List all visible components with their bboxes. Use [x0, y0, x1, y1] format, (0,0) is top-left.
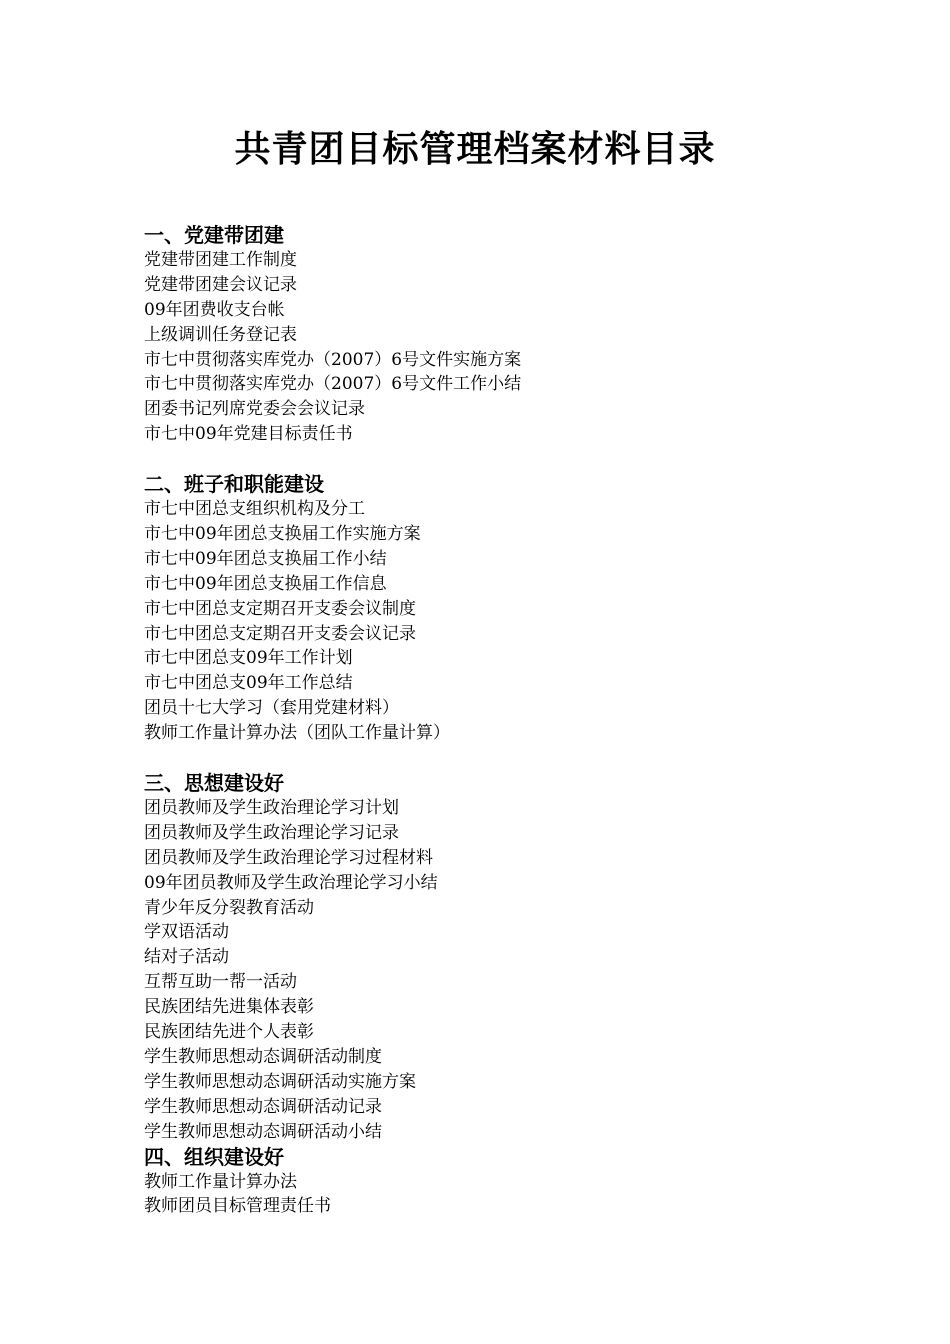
list-item: 09年团员教师及学生政治理论学习小结: [144, 872, 438, 893]
section-party-building: [144, 223, 844, 447]
list-item: 市七中团总支定期召开支委会议制度: [144, 598, 416, 619]
list-item: 学双语活动: [144, 922, 229, 943]
list-item: 市七中贯彻落实库党办（2007）6号文件工作小结: [144, 374, 522, 395]
list-item: 市七中团总支09年工作总结: [144, 673, 353, 694]
table-of-contents: [144, 223, 844, 1219]
list-item: 市七中09年团总支换届工作小结: [144, 548, 387, 569]
list-item: 党建带团建会议记录: [144, 274, 297, 295]
list-item: 市七中09年团总支换届工作信息: [144, 573, 387, 594]
list-item: 互帮互助一帮一活动: [144, 972, 297, 993]
list-item: 团员教师及学生政治理论学习过程材料: [144, 847, 433, 868]
list-item: 上级调训任务登记表: [144, 324, 297, 345]
list-item: 团员教师及学生政治理论学习记录: [144, 822, 399, 843]
list-item: 结对子活动: [144, 947, 229, 968]
list-item: 学生教师思想动态调研活动记录: [144, 1096, 382, 1117]
list-item: 市七中09年党建目标责任书: [144, 424, 353, 445]
list-item: 09年团费收支台帐: [144, 299, 285, 320]
section-heading: 四、组织建设好: [144, 1144, 284, 1169]
list-item: 团委书记列席党委会会议记录: [144, 399, 365, 420]
section-leadership-building: [144, 472, 844, 746]
list-item: 党建带团建工作制度: [144, 250, 297, 270]
section-ideology-building: [144, 771, 844, 1144]
section-heading: 一、党建带团建: [144, 223, 284, 247]
list-item: 教师团员目标管理责任书: [144, 1196, 331, 1217]
list-item: 教师工作量计算办法: [144, 1171, 297, 1192]
section-organization-building: [144, 1145, 844, 1220]
document-title: 共青团目标管理档案材料目录: [234, 129, 716, 170]
list-item: 市七中团总支09年工作计划: [144, 648, 353, 669]
list-item: 团员教师及学生政治理论学习计划: [144, 798, 399, 819]
list-item: 民族团结先进个人表彰: [144, 1022, 314, 1043]
list-item: 市七中贯彻落实库党办（2007）6号文件实施方案: [144, 349, 522, 370]
section-heading: 三、思想建设好: [144, 771, 284, 796]
section-heading: 二、班子和职能建设: [144, 472, 324, 497]
list-item: 市七中团总支组织机构及分工: [144, 499, 365, 520]
list-item: 学生教师思想动态调研活动制度: [144, 1046, 382, 1067]
list-item: 学生教师思想动态调研活动小结: [144, 1121, 382, 1142]
list-item: 市七中09年团总支换届工作实施方案: [144, 524, 421, 545]
list-item: 学生教师思想动态调研活动实施方案: [144, 1071, 416, 1092]
list-item: 教师工作量计算办法（团队工作量计算）: [144, 723, 450, 744]
list-item: 民族团结先进集体表彰: [144, 997, 314, 1018]
list-item: 青少年反分裂教育活动: [144, 897, 314, 918]
list-item: 市七中团总支定期召开支委会议记录: [144, 623, 416, 644]
list-item: 团员十七大学习（套用党建材料）: [144, 698, 399, 719]
